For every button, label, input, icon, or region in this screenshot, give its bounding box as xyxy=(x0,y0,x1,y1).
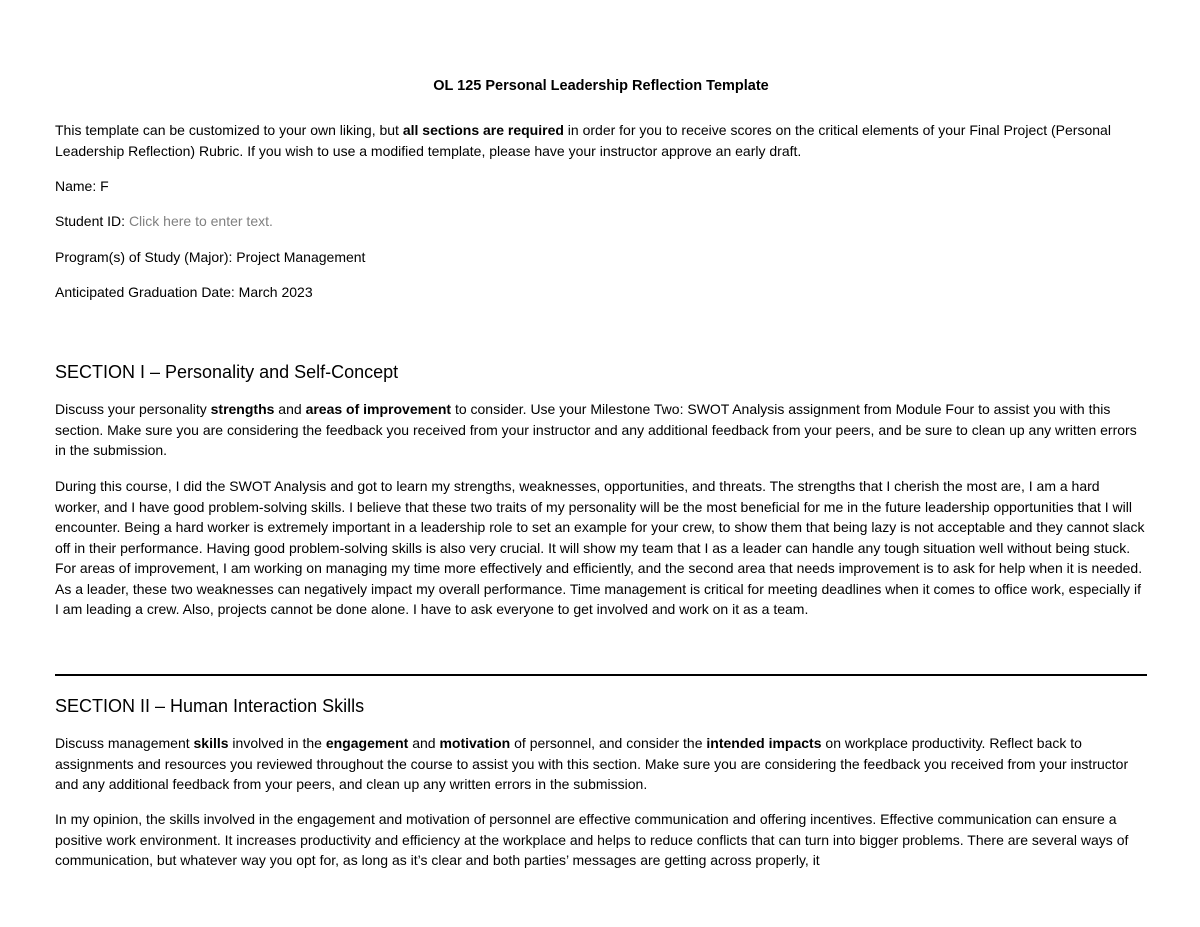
prompt-text: of personnel, and consider the xyxy=(510,735,707,751)
section-2-heading: SECTION II – Human Interaction Skills xyxy=(55,696,365,716)
graduation-date-value[interactable]: March 2023 xyxy=(238,284,313,300)
prompt-text: to consider. Use your Milestone Two: SWOT Analysis assignment from Module Four to assist you with this section. Make sure you are considering the feedback you received from your instructor and any additional feedback from your peers, and be sure to clean up any written errors in the submission. xyxy=(55,401,1137,458)
name-field xyxy=(55,176,109,196)
section-divider xyxy=(55,674,1147,676)
prompt-bold-text: motivation xyxy=(439,735,511,751)
name-value[interactable]: F xyxy=(100,178,109,194)
section-1-answer[interactable]: During this course, I did the SWOT Analysis and got to learn my strengths, weaknesses, opportunities, and threats. The strengths that I cherish the most are, I am a hard worker, and I have good problem-solving skills. I believe that these two traits of my personality will be the most beneficial for me in the future leadership opportunities that I will encounter. Being a hard worker is extremely important in a leadership role to set an example for your crew, to show them that being lazy is not acceptable and they cannot slack off in their performance. Having good problem-solving skills is also very crucial. It will show my team that I as a leader can handle any tough situation well without being stuck. For areas of improvement, I am working on managing my time more effectively and efficiently, and the second area that needs improvement is to ask for help when it is needed. As a leader, these two weaknesses can negatively impact my overall performance. Time management is critical for meeting deadlines when it comes to office work, especially if I am leading a crew. Also, projects cannot be done alone. I have to ask everyone to get involved and work on it as a team. xyxy=(55,478,1145,617)
section-1-heading: SECTION I – Personality and Self-Concept xyxy=(55,362,399,382)
prompt-bold-text: engagement xyxy=(325,735,409,751)
program-field xyxy=(55,247,365,267)
prompt-bold-text: skills xyxy=(193,735,229,751)
intro-text-continued: in order for you to receive scores on the critical elements of your Final Project (Personal Leadership Reflection) Rubric. If you wish to use a modified template, please have your instructor approve an early draft. xyxy=(55,122,1111,159)
graduation-date-field xyxy=(55,282,313,302)
prompt-text: on workplace productivity. Reflect back to assignments and resources you reviewed throughout the course to assist you with this section. Make sure you are considering the feedback you received from your instructor and any additional feedback from your peers, and clean up any written errors in the submission. xyxy=(55,735,1129,792)
prompt-bold-text: intended impacts xyxy=(706,735,822,751)
prompt-text: and xyxy=(274,401,306,417)
prompt-bold-text: strengths xyxy=(210,401,275,417)
intro-bold-text: all sections are required xyxy=(402,122,564,138)
section-1-prompt xyxy=(55,399,1147,461)
document-title: OL 125 Personal Leadership Reflection Template xyxy=(433,78,769,94)
graduation-date-label: Anticipated Graduation Date: xyxy=(55,284,239,300)
prompt-text: Discuss your personality xyxy=(55,401,211,417)
prompt-text: involved in the xyxy=(228,735,326,751)
student-id-input-placeholder[interactable]: Click here to enter text. xyxy=(128,213,273,229)
prompt-bold-text: areas of improvement xyxy=(305,401,452,417)
student-id-label: Student ID: xyxy=(55,213,129,229)
section-2-prompt xyxy=(55,733,1147,795)
prompt-text: Discuss management xyxy=(55,735,194,751)
program-value[interactable]: Project Management xyxy=(236,249,366,265)
intro-text: This template can be customized to your own liking, but xyxy=(55,122,403,138)
prompt-text: and xyxy=(408,735,440,751)
program-label: Program(s) of Study (Major): xyxy=(55,249,237,265)
name-label: Name: xyxy=(55,178,101,194)
student-id-field xyxy=(55,211,273,231)
intro-paragraph xyxy=(55,120,1147,161)
section-2-answer[interactable]: In my opinion, the skills involved in the engagement and motivation of personnel are effective communication and offering incentives. Effective communication can ensure a positive work environment. It increases productivity and efficiency at the workplace and helps to reduce conflicts that can turn into bigger problems. There are several ways of communication, but whatever way you opt for, as long as it’s clear and both parties’ messages are getting across properly, it xyxy=(55,811,1129,868)
